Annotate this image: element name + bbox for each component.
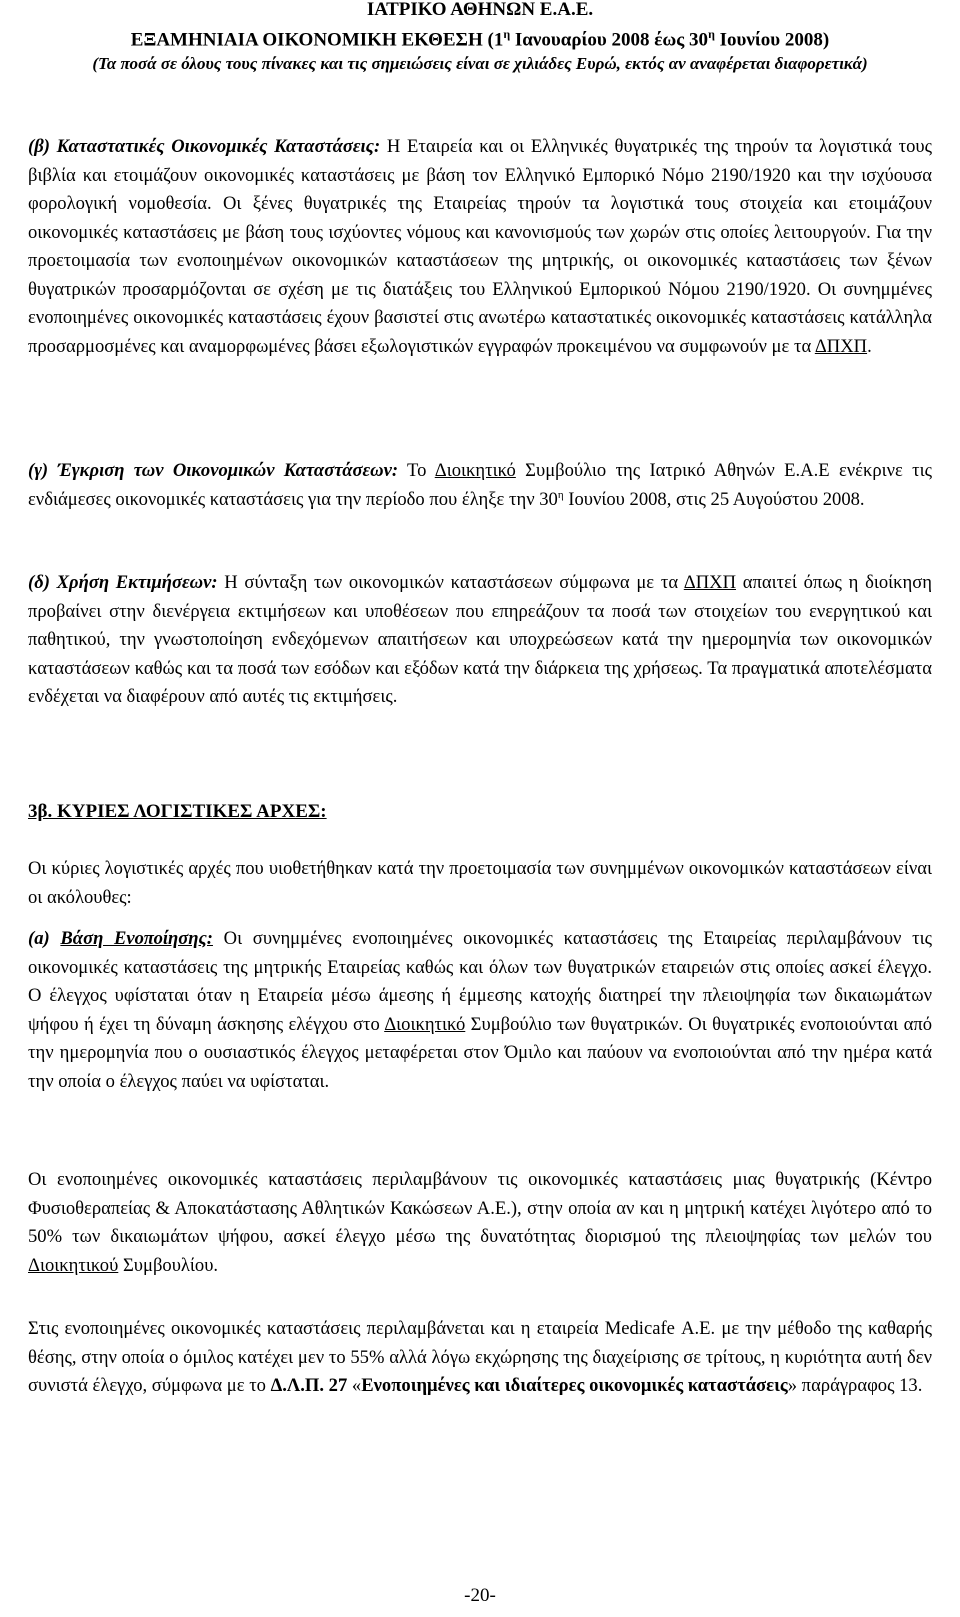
page-number: -20-	[464, 1585, 496, 1606]
section-a-consolidation: (a) Βάση Ενοποίησης: Οι συνημμένες ενοποιημένες οικονομικές καταστάσεις της Εταιρείας περιλαμβάνουν τις οικονομικές καταστάσεις της μητρικής Εταιρείας καθώς και όλων των θυγατρικών εταιρειών στις οποίες ασκεί έλεγχο. Ο έλεγχος υφίσταται όταν η Εταιρεία μέσω άμεσης ή έμμεσης κατοχής διατηρεί την πλειοψηφία των δικαιωμάτων ψήφου ή έχει τη δύναμη άσκησης ελέγχου στο Διοικητικό Συμβούλιο των θυγατρικών. Οι θυγατρικές ενοποιούνται από την ημερομηνία που ο ουσιαστικός έλεγχος μεταφέρεται στον Όμιλο και παύουν να ενοποιούνται από την ημέρα κατά την οποία ο έλεγχος παύει να υφίσταται.	[28, 928, 932, 1092]
section-b-statutory-statements: (β) Καταστατικές Οικονομικές Καταστάσεις: Η Εταιρεία και οι Ελληνικές θυγατρικές της τηρούν τα λογιστικά τους βιβλία και ετοιμάζουν οικονομικές καταστάσεις με βάση τον Ελληνικό Εμπορικό Νόμο 2190/1920 και την ισχύουσα φορολογική νομοθεσία. Οι ξένες θυγατρικές της Εταιρείας τηρούν τα λογιστικά τους στοιχεία και ετοιμάζουν οικονομικές καταστάσεις με βάση τους ισχύοντες νόμους και κανονισμούς των χωρών στις οποίες λειτουργούν. Για την προετοιμασία των ενοποιημένων οικονομικών καταστάσεων της μητρικής, οι οικονομικές καταστάσεις των ξένων θυγατρικών προσαρμόζονται σε σχέση με τις διατάξεις του Ελληνικού Εμπορικού Νόμου 2190/1920. Οι συνημμένες ενοποιημένες οικονομικές καταστάσεις έχουν βασιστεί στις ανωτέρω καταστατικές οικονομικές καταστάσεις κατάλληλα προσαρμοσμένες και αναμορφωμένες βάσει εξωλογιστικών εγγραφών προκειμένου να συμφωνούν με τα ΔΠΧΠ.	[28, 136, 932, 357]
company-name: ΙΑΤΡΙΚΟ ΑΘΗΝΩΝ Ε.Α.Ε.	[366, 0, 594, 20]
section-3b-intro: Οι κύριες λογιστικές αρχές που υιοθετήθηκαν κατά την προετοιμασία των συνημμένων οικονομικών καταστάσεων είναι οι ακόλουθες:	[28, 858, 932, 908]
section-c-approval: (γ) Έγκριση των Οικονομικών Καταστάσεων: Το Διοικητικό Συμβούλιο της Ιατρικό Αθηνών Ε.Α.Ε ενέκρινε τις ενδιάμεσες οικονομικές καταστάσεις για την περίοδο που έληξε την $30^\eta$ Ιουνίου 2008, στις 25 Αυγούστου 2008.	[28, 460, 933, 510]
page-header	[0, 0, 960, 76]
subsidiary-paragraph: Οι ενοποιημένες οικονομικές καταστάσεις περιλαμβάνουν τις οικονομικές καταστάσεις μιας θυγατρικής (Κέντρο Φυσιοθεραπείας & Αποκατάστασης Αθλητικών Κακώσεων Α.Ε.), στην οποία αν και η μητρική κατέχει λιγότερο από το 50% των δικαιωμάτων ψήφου, ασκεί έλεγχο μέσω της δυνατότητας διορισμού της πλειοψηφίας των μελών του Διοικητικού Συμβουλίου.	[28, 1169, 932, 1276]
section-3b-title: 3β. ΚΥΡΙΕΣ ΛΟΓΙΣΤΙΚΕΣ ΑΡΧΕΣ:	[28, 801, 327, 822]
medicafe-paragraph: Στις ενοποιημένες οικονομικές καταστάσεις περιλαμβάνεται και η εταιρεία Medicafe Α.Ε. με την μέθοδο της καθαρής θέσης, στην οποία ο όμιλος κατέχει μεν το 55% αλλά λόγω εκχώρησης της διαχείρισης σε τρίτους, η κυριότητα αυτή δεν συνιστά έλεγχο, σύμφωνα με το Δ.Λ.Π. 27 «Ενοποιημένες και ιδιαίτερες οικονομικές καταστάσεις» παράγραφος 13.	[28, 1318, 932, 1396]
section-c-heading: (γ) Έγκριση των Οικονομικών Καταστάσεων:	[28, 460, 399, 481]
section-d-estimates: (δ) Χρήση Εκτιμήσεων: Η σύνταξη των οικονομικών καταστάσεων σύμφωνα με τα ΔΠΧΠ απαιτεί όπως η διοίκηση προβαίνει στην διενέργεια εκτιμήσεων και υποθέσεων που επηρεάζουν τα ποσά των στοιχείων του ενεργητικού και παθητικού, την γνωστοποίηση ενδεχόμενων απαιτήσεων και υποχρεώσεων κατά την ημερομηνία των οικονομικών καταστάσεων καθώς και τα ποσά των εσόδων και εξόδων κατά την διάρκεια της χρήσεως. Τα πραγματικά αποτελέσματα ενδέχεται να διαφέρουν από αυτές τις εκτιμήσεις.	[28, 572, 933, 707]
section-b-heading: (β) Καταστατικές Οικονομικές Καταστάσεις:	[28, 136, 381, 157]
amounts-note: (Τα ποσά σε όλους τους πίνακες και τις σημειώσεις είναι σε χιλιάδες Ευρώ, εκτός αν αναφέρεται διαφορετικά)	[92, 54, 868, 74]
section-d-heading: (δ) Χρήση Εκτιμήσεων:	[28, 572, 218, 593]
report-title: ΕΞΑΜΗΝΙΑΙΑ ΟΙΚΟΝΟΜΙΚΗ ΕΚΘΕΣΗ ($1^\eta$ Ιανουαρίου 2008 έως $30^\eta$ Ιουνίου 2008)	[130, 27, 830, 51]
section-a-heading: (a) Βάση Ενοποίησης:	[28, 928, 213, 949]
